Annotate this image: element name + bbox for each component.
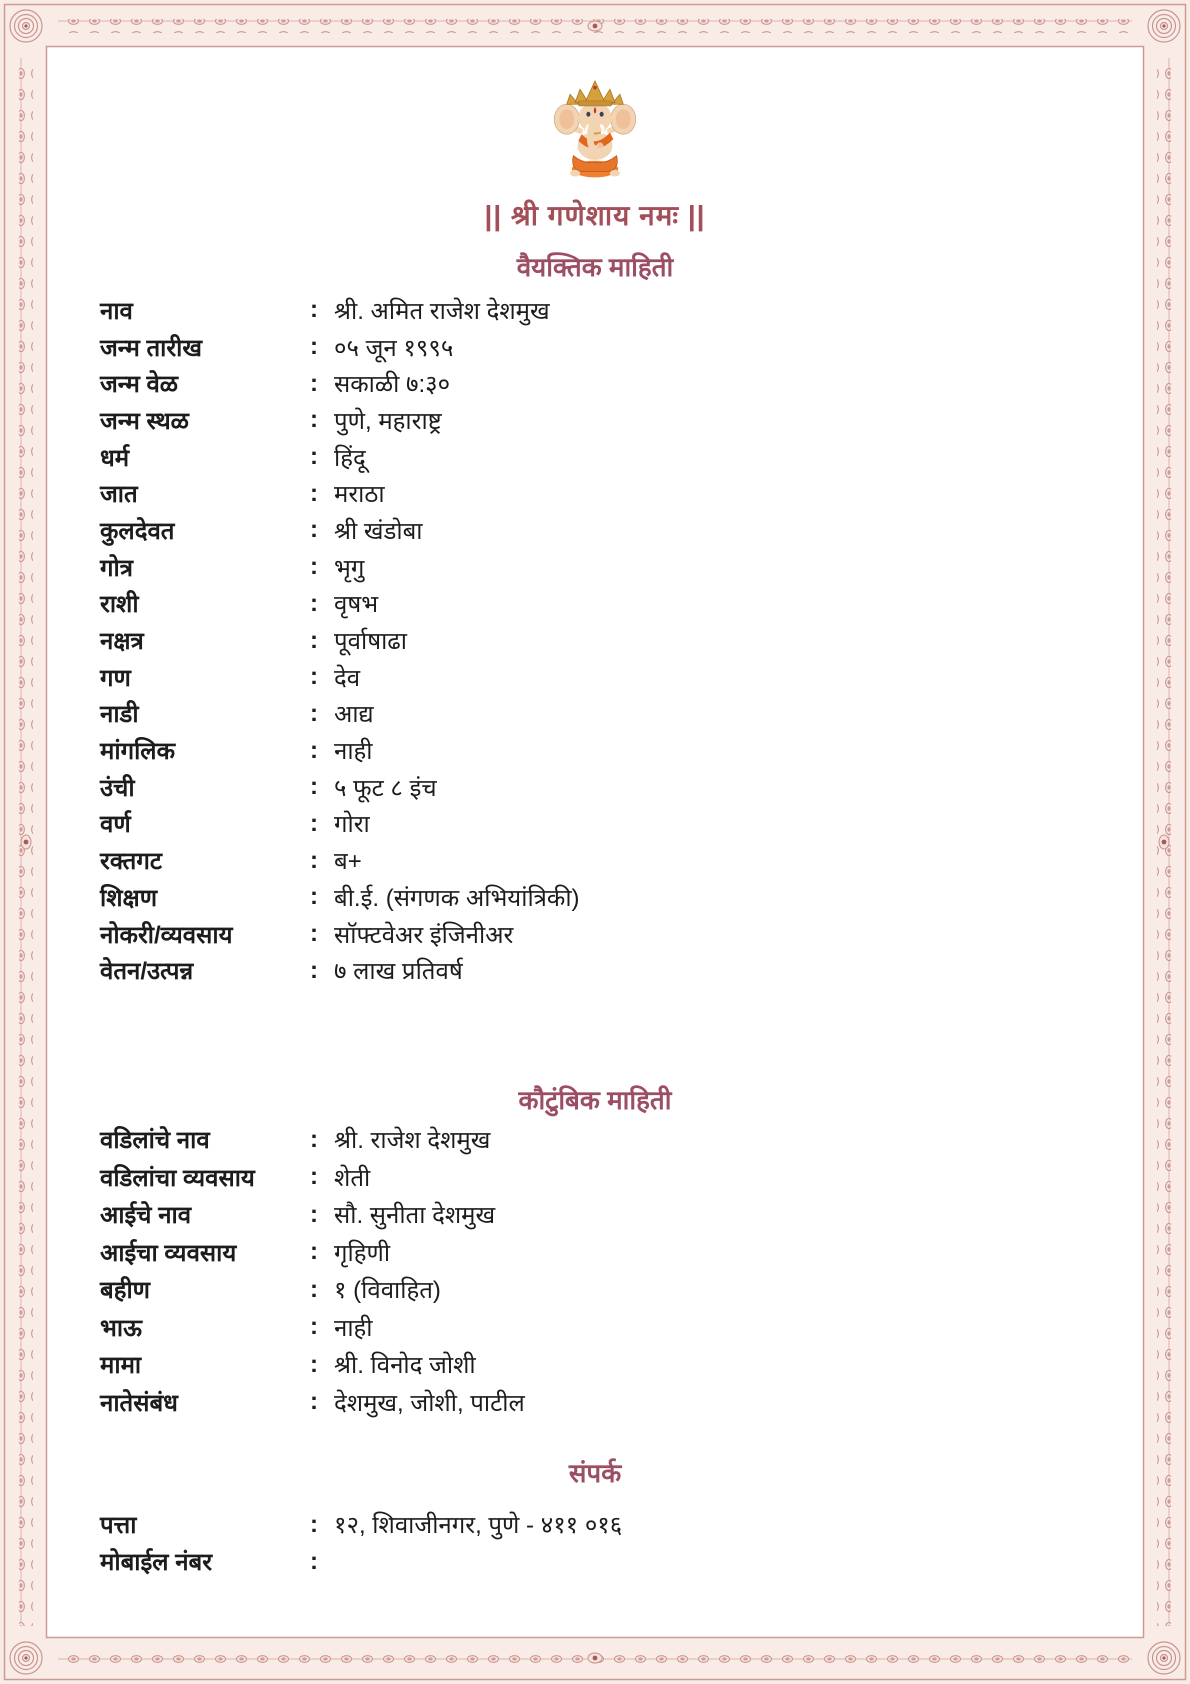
row-value: देशमुख, जोशी, पाटील [334, 1389, 525, 1417]
row-colon: : [310, 516, 318, 544]
rows-list [47, 1506, 1143, 1580]
info-row [47, 732, 1143, 769]
info-row [47, 586, 1143, 623]
info-row [47, 769, 1143, 806]
row-colon: : [310, 1238, 318, 1266]
row-colon: : [310, 699, 318, 727]
row-colon: : [310, 1125, 318, 1153]
info-row [47, 1506, 1143, 1543]
row-label: आईचे नाव [100, 1202, 192, 1230]
section-personal [47, 250, 1143, 989]
row-value: देव [334, 664, 361, 692]
row-colon: : [310, 663, 318, 691]
row-label: जन्म वेळ [100, 371, 179, 399]
row-colon: : [310, 920, 318, 948]
rows-list [47, 1121, 1143, 1421]
row-label: नाडी [100, 701, 139, 729]
row-label: नाव [100, 297, 133, 325]
row-label: गोत्र [100, 554, 133, 582]
row-colon: : [310, 883, 318, 911]
row-value: सौ. सुनीता देशमुख [334, 1202, 496, 1230]
row-value: ०५ जून १९९५ [334, 334, 454, 362]
row-value: १ (विवाहित) [334, 1277, 441, 1305]
row-label: मामा [100, 1352, 142, 1380]
row-colon: : [310, 1547, 318, 1575]
row-value: ७ लाख प्रतिवर्ष [334, 958, 463, 986]
section-title: वैयक्तिक माहिती [516, 252, 674, 282]
section-title: संपर्क [568, 1458, 622, 1489]
row-colon: : [310, 479, 318, 507]
row-label: गण [100, 664, 131, 692]
row-value: पूर्वाषाढा [334, 628, 408, 656]
row-value: शेती [334, 1164, 371, 1192]
info-row [47, 1121, 1143, 1159]
row-label: जन्म स्थळ [100, 407, 189, 435]
section-contact [47, 1456, 1143, 1580]
row-colon: : [310, 626, 318, 654]
row-colon: : [310, 809, 318, 837]
row-label: कुलदेवत [100, 517, 175, 545]
row-colon: : [310, 296, 318, 324]
info-row [47, 916, 1143, 953]
row-label: नातेसंबंध [100, 1389, 178, 1417]
info-row [47, 1346, 1143, 1384]
row-colon: : [310, 443, 318, 471]
row-colon: : [310, 1350, 318, 1378]
info-row [47, 549, 1143, 586]
info-row [47, 439, 1143, 476]
info-row [47, 365, 1143, 402]
invocation-title: || श्री गणेशाय नमः || [484, 200, 706, 231]
document-content [47, 47, 1143, 1580]
info-row [47, 1196, 1143, 1234]
row-value: १२, शिवाजीनगर, पुणे - ४११ ०१६ [334, 1512, 623, 1540]
info-row [47, 622, 1143, 659]
info-row [47, 329, 1143, 366]
row-label: मोबाईल नंबर [100, 1549, 213, 1577]
section-family [47, 1083, 1143, 1421]
row-label: वेतन/उत्पन्न [100, 958, 194, 986]
row-label: राशी [100, 591, 139, 619]
row-label: नक्षत्र [100, 628, 144, 656]
row-value: मराठा [334, 481, 385, 509]
row-colon: : [310, 1313, 318, 1341]
row-colon: : [310, 1163, 318, 1191]
info-row [47, 1384, 1143, 1422]
row-value: हिंदू [334, 444, 366, 472]
row-value: सॉफ्टवेअर इंजिनीअर [334, 921, 514, 949]
info-row [47, 1159, 1143, 1197]
row-colon: : [310, 1275, 318, 1303]
sections-container [47, 250, 1143, 1580]
row-colon: : [310, 406, 318, 434]
row-value: पुणे, महाराष्ट्र [334, 407, 442, 435]
row-value: भृगु [334, 554, 365, 582]
info-row [47, 402, 1143, 439]
row-label: भाऊ [100, 1314, 142, 1342]
row-colon: : [310, 956, 318, 984]
info-row [47, 292, 1143, 329]
info-row [47, 512, 1143, 549]
row-colon: : [310, 1200, 318, 1228]
info-row [47, 1234, 1143, 1272]
row-colon: : [310, 1510, 318, 1538]
row-label: जन्म तारीख [100, 334, 203, 362]
row-label: मांगलिक [100, 738, 175, 766]
info-row [47, 1309, 1143, 1347]
row-value: नाही [334, 1314, 373, 1342]
row-label: वडिलांचा व्यवसाय [100, 1164, 255, 1192]
row-value: श्री. अमित राजेश देशमुख [334, 297, 550, 325]
row-value: नाही [334, 738, 373, 766]
row-value: श्री. विनोद जोशी [334, 1352, 476, 1380]
info-row [47, 952, 1143, 989]
section-title: कौटुंबिक माहिती [518, 1085, 672, 1116]
row-label: पत्ता [100, 1512, 137, 1540]
row-value: सकाळी ७:३० [334, 371, 451, 399]
row-value: गृहिणी [334, 1239, 391, 1267]
row-label: उंची [100, 774, 135, 802]
info-row [47, 659, 1143, 696]
row-colon: : [310, 1388, 318, 1416]
info-row [47, 1271, 1143, 1309]
row-colon: : [310, 846, 318, 874]
row-colon: : [310, 589, 318, 617]
info-row [47, 842, 1143, 879]
info-row [47, 1543, 1143, 1580]
row-value: श्री खंडोबा [334, 517, 423, 545]
ganesha-icon [545, 76, 645, 184]
row-label: आईचा व्यवसाय [100, 1239, 237, 1267]
info-row [47, 696, 1143, 733]
row-colon: : [310, 369, 318, 397]
info-row [47, 806, 1143, 843]
row-colon: : [310, 736, 318, 764]
info-row [47, 879, 1143, 916]
row-label: वर्ण [100, 811, 131, 839]
row-label: बहीण [100, 1277, 151, 1305]
row-label: जात [100, 481, 138, 509]
row-value: ब+ [334, 848, 362, 876]
row-label: रक्तगट [100, 848, 162, 876]
row-colon: : [310, 553, 318, 581]
row-value: ५ फूट ८ इंच [334, 774, 437, 802]
row-colon: : [310, 333, 318, 361]
row-value: गोरा [334, 811, 370, 839]
row-label: नोकरी/व्यवसाय [100, 921, 233, 949]
info-row [47, 475, 1143, 512]
row-value: श्री. राजेश देशमुख [334, 1127, 491, 1155]
row-colon: : [310, 773, 318, 801]
row-value: आद्य [334, 701, 374, 729]
rows-list [47, 292, 1143, 989]
row-label: शिक्षण [100, 884, 158, 912]
row-label: वडिलांचे नाव [100, 1127, 210, 1155]
row-label: धर्म [100, 444, 130, 472]
row-value: बी.ई. (संगणक अभियांत्रिकी) [334, 884, 580, 912]
row-value: वृषभ [334, 591, 379, 619]
